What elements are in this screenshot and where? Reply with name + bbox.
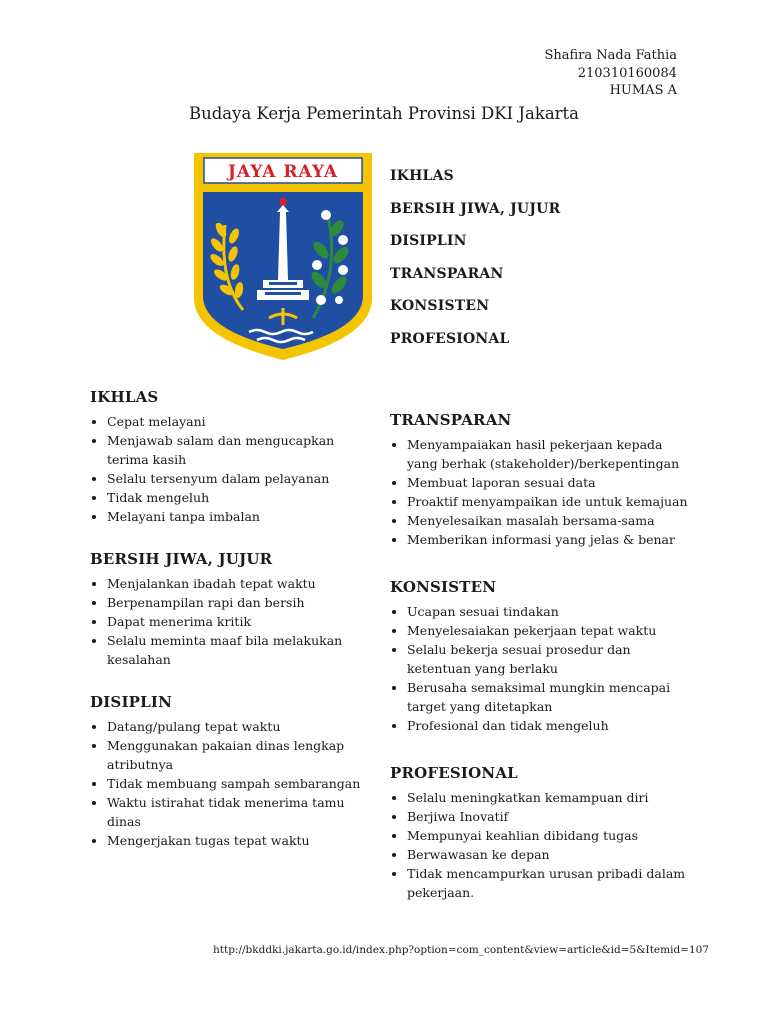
list-item: • Selalu tersenyum dalam pelayanan [107, 469, 367, 488]
section-heading: BERSIH JIWA, JUJUR [90, 550, 273, 568]
list-item: • Datang/pulang tepat waktu [107, 717, 367, 736]
section-ikhlas [90, 388, 380, 526]
author-group: HUMAS A [609, 83, 677, 98]
list-item: • Berwawasan ke depan [407, 845, 690, 864]
list-item: • Tidak mengeluh [107, 488, 367, 507]
value-item-bersih: BERSIH JIWA, JUJUR [390, 200, 561, 217]
list-item: • Dapat menerima kritik [107, 612, 367, 631]
value-item-ikhlas: IKHLAS [390, 168, 454, 184]
banner-text: JAYA RAYA [227, 162, 339, 182]
list-item: • Mempunyai keahlian dibidang tugas [407, 826, 690, 845]
value-item-profesional: PROFESIONAL [390, 330, 510, 347]
jakarta-emblem [191, 150, 375, 362]
section-transparan [390, 411, 688, 549]
list-item: • Selalu meningkatkan kemampuan diri [407, 788, 690, 807]
list-item: • Membuat laporan sesuai data [407, 473, 690, 492]
author-block [544, 47, 677, 100]
section-disiplin [90, 693, 380, 850]
section-heading: KONSISTEN [390, 578, 497, 596]
section-konsisten [390, 578, 680, 735]
list-item: • Menyampaiakan hasil pekerjaan kepada yang berhak (stakeholder)/berkepentingan [407, 435, 690, 473]
bullet-list [90, 412, 367, 526]
value-item-transparan: TRANSPARAN [390, 265, 504, 282]
list-item: • Tidak membuang sampah sembarangan [107, 774, 367, 793]
list-item: • Profesional dan tidak mengeluh [407, 716, 690, 735]
bullet-list [390, 435, 690, 549]
list-item: • Menjawab salam dan mengucapkan terima kasih [107, 431, 367, 469]
section-heading: TRANSPARAN [390, 411, 512, 429]
list-item: • Memberikan informasi yang jelas & benar [407, 530, 690, 549]
source-url: http://bkddki.jakarta.go.id/index.php?option=com_content&view=article&id=5&Itemid=107 [213, 944, 710, 956]
value-item-konsisten: KONSISTEN [390, 298, 490, 314]
list-item: • Berpenampilan rapi dan bersih [107, 593, 367, 612]
bullet-list [390, 788, 690, 902]
bullet-list [390, 602, 690, 735]
section-heading: DISIPLIN [90, 693, 173, 711]
list-item: • Melayani tanpa imbalan [107, 507, 367, 526]
section-profesional [390, 764, 686, 902]
section-heading: IKHLAS [90, 388, 159, 406]
values-list [390, 168, 560, 363]
list-item: • Mengerjakan tugas tepat waktu [107, 831, 367, 850]
list-item: • Ucapan sesuai tindakan [407, 602, 690, 621]
author-id: 210310160084 [577, 65, 677, 81]
list-item: • Berjiwa Inovatif [407, 807, 690, 826]
list-item: • Menggunakan pakaian dinas lengkap atributnya [107, 736, 367, 774]
author-name: Shafira Nada Fathia [544, 48, 677, 63]
list-item: • Selalu meminta maaf bila melakukan kesalahan [107, 631, 367, 669]
right-column [390, 411, 688, 902]
list-item: • Menyelesaiakan pekerjaan tepat waktu [407, 621, 690, 640]
value-item-disiplin: DISIPLIN [390, 233, 467, 249]
section-bersih-jiwa-jujur [90, 550, 380, 669]
list-item: • Selalu bekerja sesuai prosedur dan ketentuan yang berlaku [407, 640, 690, 678]
bullet-list [90, 717, 367, 850]
list-item: • Cepat melayani [107, 412, 367, 431]
list-item: • Waktu istirahat tidak menerima tamu dinas [107, 793, 367, 831]
section-heading: PROFESIONAL [390, 764, 518, 782]
list-item: • Menyelesaikan masalah bersama-sama [407, 511, 690, 530]
list-item: • Proaktif menyampaikan ide untuk kemajuan [407, 492, 690, 511]
list-item: • Tidak mencampurkan urusan pribadi dalam pekerjaan. [407, 864, 690, 902]
list-item: • Menjalankan ibadah tepat waktu [107, 574, 367, 593]
left-column [90, 388, 380, 850]
list-item: • Berusaha semaksimal mungkin mencapai target yang ditetapkan [407, 678, 690, 716]
document-title: Budaya Kerja Pemerintah Provinsi DKI Jakarta [188, 104, 580, 123]
bullet-list [90, 574, 367, 669]
